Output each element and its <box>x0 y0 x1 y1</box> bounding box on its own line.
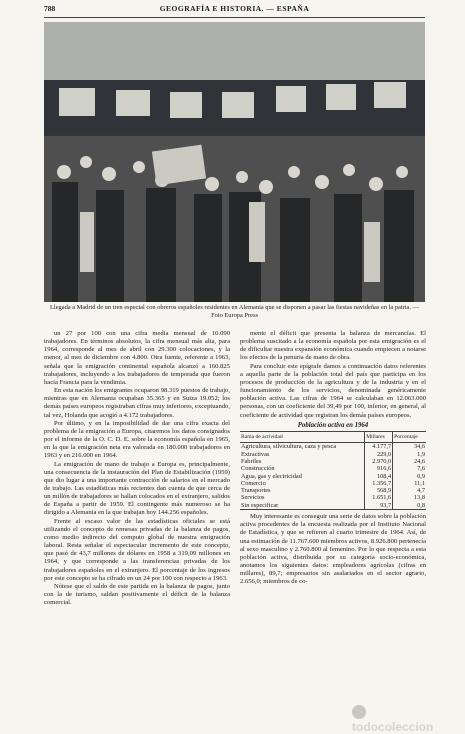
thousands-cell: 1.356,7 <box>365 480 393 487</box>
thousands-cell: 4.177,7 <box>365 443 393 451</box>
table-row <box>240 458 426 465</box>
percent-cell: 34,6 <box>393 443 426 451</box>
percent-cell: 4,7 <box>393 487 426 494</box>
percent-cell: 1,9 <box>393 451 426 458</box>
paragraph: Frente al escaso valor de las estadísticas oficiales se está utilizando el concepto de remesas privadas de la balanza de pagos, como medio indirecto del computo global de nuestra emigración laboral. Resta señalar el espectacular incremento de este concepto, que pasó de 43,7 millones de dólares en 1958 a 319,09 millones en 1964, y que corresponde a las transferencias privadas de los trabajadores españoles en el extranjero. El porcentaje de los ingresos por este concepto se ha cifrado en un 24 por 100 con respecto a 1963. <box>44 517 230 582</box>
percent-cell: 0,9 <box>393 473 426 480</box>
photograph-crowd-at-train <box>44 22 425 302</box>
percent-cell: 0,8 <box>393 502 426 510</box>
active-population-table <box>240 431 426 510</box>
page-header <box>44 4 425 16</box>
branch-cell: Agua, gas y electricidad <box>241 472 302 480</box>
table-row <box>240 465 426 472</box>
table-row <box>240 487 426 494</box>
photo-caption: Llegada a Madrid de un tren especial con obreros españoles residentes en Alemania que se disponen a pasar las fiestas navideñas en la patria. — Foto Europa Press <box>50 304 419 319</box>
right-column <box>240 330 426 704</box>
thousands-cell: 93,7 <box>365 502 393 510</box>
thousands-cell: 916,6 <box>365 465 393 472</box>
article-body <box>44 330 425 704</box>
table-row <box>240 494 426 501</box>
watermark-logo-icon <box>352 705 366 719</box>
paragraph: La emigración de mano de trabajo a Europa es, principalmente, una consecuencia de la instauración del Plan de Estabilización (1959) que dio lugar a una importante contracción de salarios en el mercado de trabajo. Las estadísticas más recientes dan cuenta de que cerca de un millón de trabajadores se hallan colocados en el extranjero, salidos de España a partir de 1959. El contingente más numeroso se ha dirigido a Alemania en la que trabajan hoy 144.256 españoles. <box>44 460 230 517</box>
header-rule <box>44 17 425 18</box>
branch-cell: Fabriles <box>241 457 262 465</box>
table-row <box>240 480 426 487</box>
left-column <box>44 330 230 704</box>
paragraph: En esta nación los emigrantes ocuparon 98.319 puestos de trabajo, mientras que en Alemania ocupaban 35.365 y en Suiza 19.052; los demás países europeos registraban cifras muy inferiores, exceptuando, tal vez, Holanda que acogió a 4.172 trabajadores. <box>44 387 230 419</box>
branch-cell: Servicios <box>241 494 265 502</box>
thousands-cell: 2.970,0 <box>365 458 393 465</box>
thousands-cell: 108,4 <box>365 473 393 480</box>
table-title: Población activa en 1964 <box>297 421 369 429</box>
paragraph: Muy interesante es conseguir una serie de datos sobre la población activa procedentes de la encuesta realizada por el Instituto Nacional de Estadística, y que se refieren al cuarto trimestre de 1964. Así, de una estimación de 11.767.600 miembros activos, 8.926.800 pertenecía al sexo masculino y 2.760.800 al femenino. Por lo que respecta a esta población activa, distribuida por su categoría socio-económica, anotamos los siguientes datos: empleadores agrícolas (cifras en millares), 89,7; empresarios sin asalariados en el sector agrario, 2.656,0; miembros de co- <box>240 513 426 586</box>
branch-cell: Transportes <box>241 487 271 495</box>
paragraph: Para concluir este epígrafe damos a continuación datos referentes a aquella parte de la población total del país que participa en los procesos de producción de la agricultura y de la industria y en el funcionamiento de los servicios, denominada genéricamente población activa. Las cifras de 1964 se calculaban en 12.063.000 personas, con un coeficiente del 39,49 por 100, inferior, en general, al coeficiente de actividad que registran los demás países europeos. <box>240 362 426 419</box>
percent-cell: 11,1 <box>393 480 426 487</box>
paragraph: Nótese que el saldo de este partida en la balanza de pagos, junto con la de turismo, saldan positivamente el déficit de la balanza comercial. <box>44 582 230 607</box>
paragraph: Por último, y en la imposibilidad de dar una cifra exacta del problema de la emigración a Europa, citaremos los datos consignados por el informe de la O. C. D. E. sobre la economía española en 1965, en la que la emigración neta era valorada en 180.000 trabajadores en 1963 y en 216.000 en 1964. <box>44 419 230 460</box>
paragraph: mente el déficit que presenta la balanza de mercancías. El problema suscitado a la economía española por esta emigración es el de dificultar nuestra expansión económica cuando empiecen a notarse los efectos de la penuria de mano de obra. <box>240 330 426 362</box>
paragraph: un 27 por 100 con una cifra media mensual de 10.090 trabajadores. En términos absolutos, la cifra mensual más alta, para 1964, corresponde al mes de abril con 29.300 colocaciones, y la menor, al mes de diciembre con 4.800. Otra fuente, referente a 1963, señala que la emigración continental española alcanzó a 160.825 trabajadores, incluyendo a los trabajadores de temporada que fueron hacia Francia para la vendimia. <box>44 330 230 386</box>
page-number: 788 <box>44 4 56 13</box>
percent-cell: 7,6 <box>393 465 426 472</box>
table-header-row <box>240 431 426 443</box>
table-row <box>240 473 426 480</box>
branch-cell: Comercio <box>241 479 266 487</box>
thousands-cell: 568,9 <box>365 487 393 494</box>
thousands-cell: 1.651,6 <box>365 494 393 501</box>
running-head: GEOGRAFÍA E HISTORIA. — ESPAÑA <box>159 4 310 13</box>
table-row <box>240 502 426 510</box>
branch-cell: Agricultura, silvicultura, caza y pesca <box>241 443 337 451</box>
branch-cell: Sin especificar <box>240 502 365 510</box>
table-row <box>240 443 426 451</box>
column-header-branch: Rama de actividad <box>240 431 365 443</box>
column-header-thousands: Millares <box>365 431 393 443</box>
percent-cell: 13,8 <box>393 494 426 501</box>
watermark-text: todocoleccion <box>352 720 434 734</box>
percent-cell: 24,6 <box>393 458 426 465</box>
watermark <box>352 705 434 734</box>
photo-illustration <box>44 22 425 302</box>
column-header-percent: Porcentaje <box>393 431 426 443</box>
branch-cell: Construcción <box>241 465 275 473</box>
thousands-cell: 229,0 <box>365 451 393 458</box>
table-row <box>240 451 426 458</box>
branch-cell: Extractivas <box>241 450 270 458</box>
